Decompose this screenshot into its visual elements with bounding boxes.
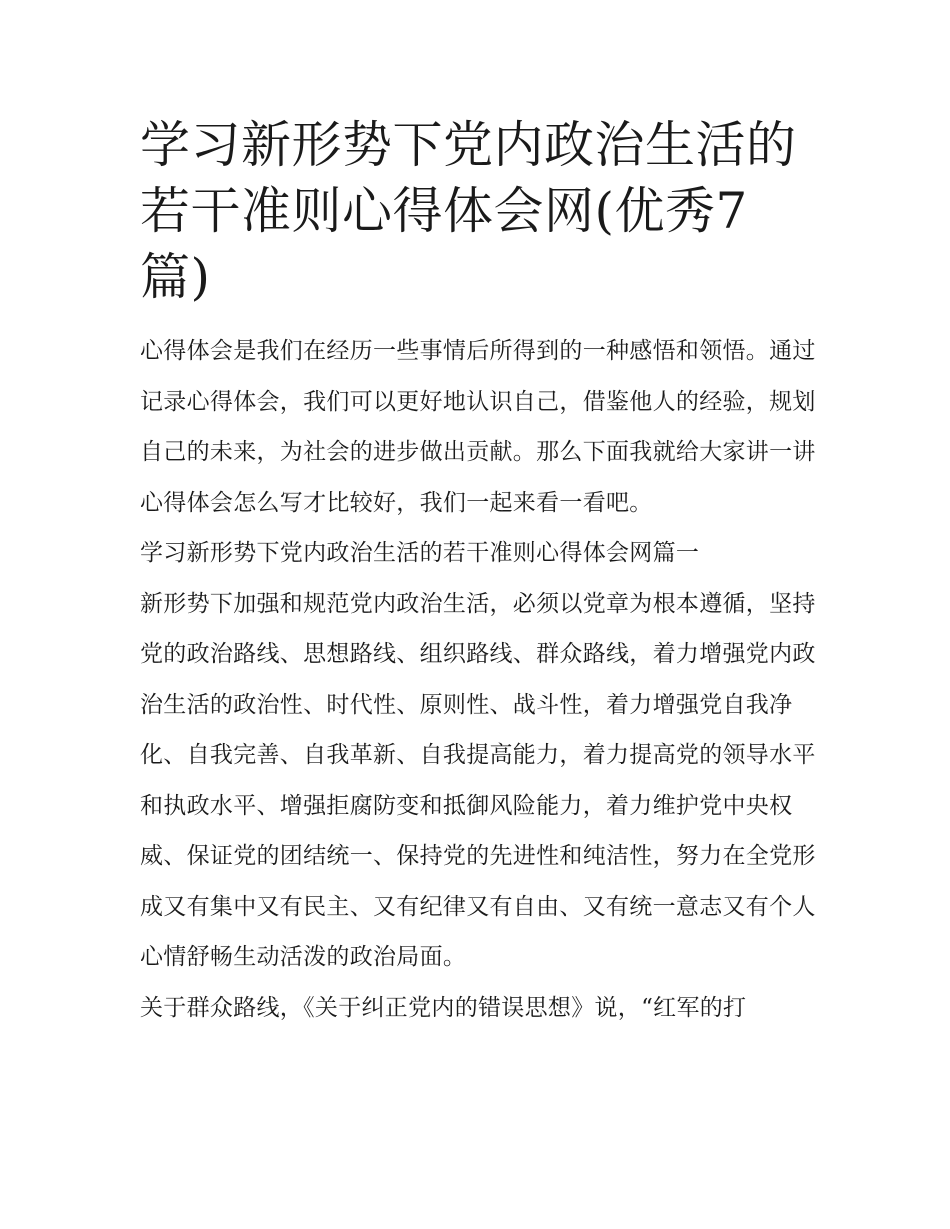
intro-paragraph: 心得体会是我们在经历一些事情后所得到的一种感悟和领悟。通过记录心得体会，我们可以更好地认识自己，借鉴他人的经验，规划自己的未来，为社会的进步做出贡献。那么下面我就给大家讲一讲心得体会怎么写才比较好，我们一起来看一看吧。 (140, 338, 816, 516)
body-paragraph-continued: 关于群众路线，《关于纠正党内的错误思想》说，“红军的打 (140, 994, 747, 1021)
document-title: 学习新形势下党内政治生活的若干准则心得体会网(优秀7篇) (140, 116, 797, 306)
section-heading: 学习新形势下党内政治生活的若干准则心得体会网篇一 (140, 540, 700, 566)
document-body (140, 112, 820, 1033)
body-paragraph: 新形势下加强和规范党内政治生活，必须以党章为根本遵循，坚持党的政治路线、思想路线、组织路线、群众路线，着力增强党内政治生活的政治性、时代性、原则性、战斗性，着力增强党自我净化、自我完善、自我革新、自我提高能力，着力提高党的领导水平和执政水平、增强拒腐防变和抵御风险能力，着力维护党中央权威、保证党的团结统一、保持党的先进性和纯洁性，努力在全党形成又有集中又有民主、又有纪律又有自由、又有统一意志又有个人心情舒畅生动活泼的政治局面。 (140, 590, 816, 970)
